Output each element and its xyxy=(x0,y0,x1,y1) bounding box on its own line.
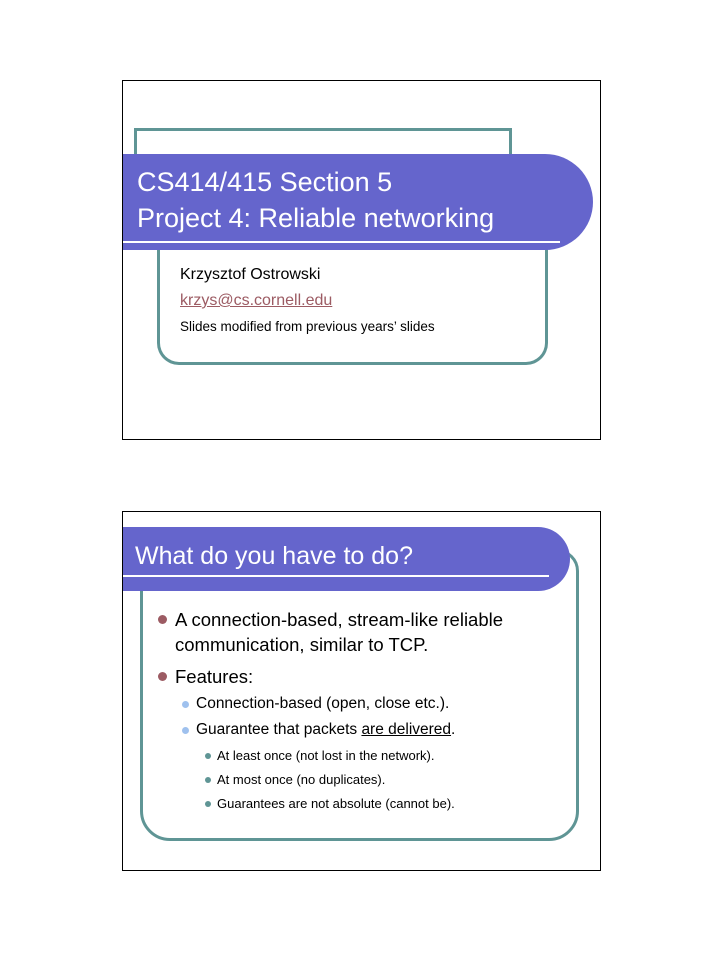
sub-bullet-dot-icon xyxy=(182,701,189,708)
sub-sub-bullet-dot-icon xyxy=(205,801,211,807)
slide-note: Slides modified from previous years’ slides xyxy=(180,319,435,334)
sub-sub-bullet-dot-icon xyxy=(205,777,211,783)
bullet-item-line2: communication, similar to TCP. xyxy=(175,634,429,655)
title-underline xyxy=(123,241,560,243)
sub-sub-bullet-dot-icon xyxy=(205,753,211,759)
bullet-dot-icon xyxy=(158,672,167,681)
title-slide xyxy=(122,80,601,440)
content-slide xyxy=(122,511,601,871)
sub-sub-bullet-item: At most once (no duplicates). xyxy=(217,772,386,787)
slide-title: What do you have to do? xyxy=(135,542,413,570)
sub-bullet-dot-icon xyxy=(182,727,189,734)
sub-sub-bullet-item: Guarantees are not absolute (cannot be). xyxy=(217,796,455,811)
bullet-item-line1: A connection-based, stream-like reliable xyxy=(175,609,504,630)
bullet-dot-icon xyxy=(158,615,167,624)
sub-bullet-item: Connection-based (open, close etc.). xyxy=(196,695,450,712)
sub-bullet-item xyxy=(196,720,455,740)
emphasized-text: are delivered xyxy=(361,721,452,738)
author-name: Krzysztof Ostrowski xyxy=(180,266,321,283)
sub-bullet-text-end: . xyxy=(451,721,456,738)
slide-title-line2: Project 4: Reliable networking xyxy=(137,203,495,233)
title-underline xyxy=(123,575,549,577)
email-link[interactable]: krzys@cs.cornell.edu xyxy=(180,292,333,309)
slide-title-line1: CS414/415 Section 5 xyxy=(137,167,393,197)
bullet-item: Features: xyxy=(175,666,254,687)
sub-sub-bullet-item: At least once (not lost in the network). xyxy=(217,748,435,763)
sub-bullet-text: Guarantee that packets xyxy=(196,721,362,738)
